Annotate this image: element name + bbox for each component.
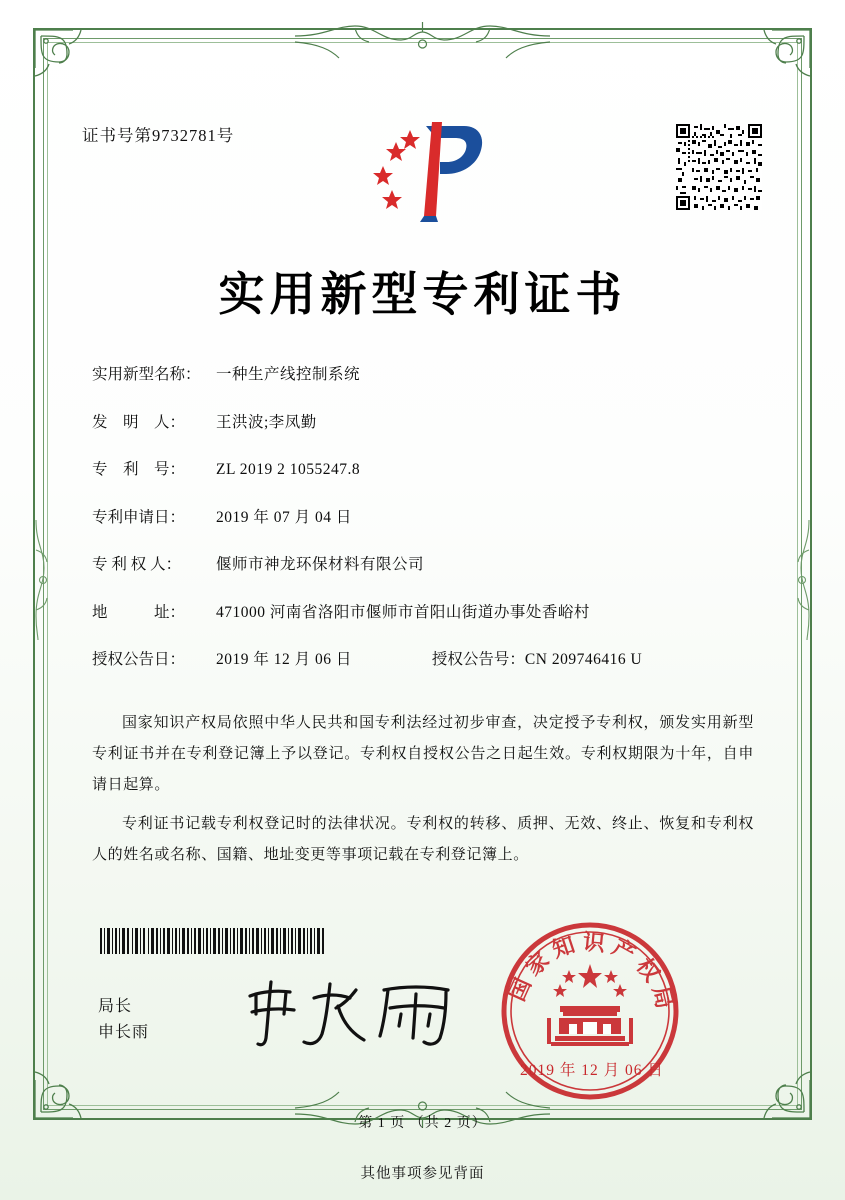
paragraph-1: 国家知识产权局依照中华人民共和国专利法经过初步审查，决定授予专利权，颁发实用新型专利证书并在专利登记簿上予以登记。专利权自授权公告之日起生效。专利权期限为十年，自申请日起算。 — [92, 715, 754, 793]
corner-ornament-icon — [742, 1050, 812, 1120]
field-row-grant-announcement — [92, 647, 762, 669]
director-name-label: 申长雨 — [98, 1024, 150, 1041]
signature-labels — [98, 994, 149, 1046]
field-row-patent-number — [92, 457, 762, 479]
field-row-utility-model-name — [92, 362, 762, 384]
field-label: 发 明 人： — [92, 413, 186, 431]
grant-date-label: 授权公告日： — [92, 651, 186, 668]
field-row-address — [92, 600, 762, 622]
fields-block — [92, 362, 762, 695]
qr-code — [676, 124, 762, 210]
field-value: 王洪波;李凤勤 — [216, 413, 317, 431]
certificate-number: 证书号第9732781号 — [82, 126, 235, 145]
field-label: 专利申请日： — [92, 508, 186, 526]
side-ornament-icon — [781, 520, 815, 640]
director-title-label: 局长 — [98, 998, 133, 1015]
field-row-application-date — [92, 505, 762, 527]
seal-date: 2019 年 12 月 06 日 — [520, 1062, 664, 1079]
field-value: 471000 河南省洛阳市偃师市首阳山街道办事处香峪村 — [216, 603, 590, 621]
side-ornament-icon — [30, 520, 64, 640]
handwritten-signature — [238, 976, 468, 1050]
field-value: 一种生产线控制系统 — [216, 366, 361, 383]
corner-ornament-icon — [33, 1050, 103, 1120]
grant-number-label: 授权公告号： — [431, 651, 525, 668]
legal-text-block — [92, 708, 754, 879]
top-center-ornament-icon — [295, 22, 550, 64]
corner-ornament-icon — [33, 28, 103, 98]
cnipa-logo — [352, 118, 502, 226]
back-side-note: 其他事项参见背面 — [360, 1166, 485, 1182]
field-row-patentee — [92, 552, 762, 574]
page-title: 实用新型专利证书 — [218, 267, 627, 321]
barcode — [100, 928, 325, 954]
field-label: 实用新型名称： — [92, 366, 201, 383]
grant-date-value: 2019 年 12 月 06 日 — [216, 651, 352, 668]
field-row-inventor — [92, 410, 762, 432]
field-value: 2019 年 07 月 04 日 — [216, 508, 352, 526]
corner-ornament-icon — [742, 28, 812, 98]
field-label: 地 址： — [92, 603, 186, 621]
field-value: 偃师市神龙环保材料有限公司 — [216, 556, 425, 573]
svg-text:国家知识产权局: 国家知识产权局 — [504, 929, 679, 1017]
paragraph-2: 专利证书记载专利权登记时的法律状况。专利权的转移、质押、无效、终止、恢复和专利权人的姓名或名称、国籍、地址变更等事项记载在专利登记簿上。 — [92, 816, 754, 863]
field-value: ZL 2019 2 1055247.8 — [216, 461, 361, 478]
grant-number-value: CN 209746416 U — [524, 651, 643, 668]
field-label: 专 利 号： — [92, 461, 186, 478]
page-number: 第 1 页 （共 2 页） — [358, 1116, 487, 1131]
field-label: 专 利 权 人： — [92, 556, 182, 573]
